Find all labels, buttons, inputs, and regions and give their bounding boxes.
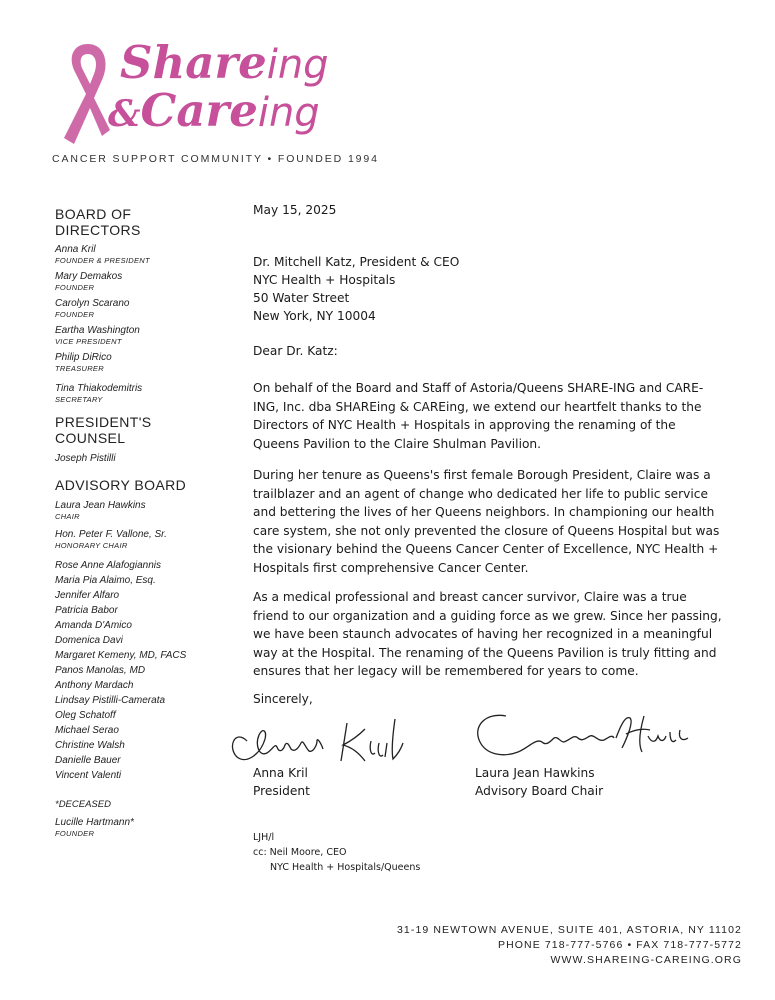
advisory-member: Margaret Kemeny, MD, FACS <box>55 650 187 661</box>
board-member: Eartha Washington VICE PRESIDENT <box>55 325 140 346</box>
board-heading: BOARD OF DIRECTORS <box>55 206 141 238</box>
signer1-title: President <box>253 784 310 798</box>
footer-contact <box>397 923 742 968</box>
advisory-member: Patricia Babor <box>55 605 118 616</box>
signer2-name: Laura Jean Hawkins <box>475 766 595 780</box>
advisory-member: Rose Anne Alafogiannis <box>55 560 161 571</box>
board-member: Carolyn Scarano FOUNDER <box>55 298 130 319</box>
advisory-member: Amanda D'Amico <box>55 620 132 631</box>
sidebar-board-list <box>55 206 245 838</box>
advisory-member: Panos Manolas, MD <box>55 665 146 676</box>
advisory-member: Oleg Schatoff <box>55 710 116 721</box>
closing: Sincerely, <box>253 692 313 706</box>
footer-address: 31-19 NEWTOWN AVENUE, SUITE 401, ASTORIA, NY 11102 <box>396 924 742 936</box>
paragraph-3: As a medical professional and breast cancer survivor, Claire was a true friend to our organization and a guiding force as we grew. Since her passing, we have been staunch advocates of having her recognized in a meaningful way at the Hospital. The renaming of the Queens Pavilion is truly fitting and ensures that her legacy will be remembered for years to come. <box>253 590 722 678</box>
advisory-member-list <box>55 558 245 783</box>
board-member: Mary Demakos FOUNDER <box>55 271 123 292</box>
paragraph-2: During her tenure as Queens's first female Borough President, Claire was a trailblazer and an agent of change who dedicated her life to public service and bettering the lives of her Queens neighbors. In championing our health care system, she not only prevented the closure of Queens Hospital but was the visionary behind the Queens Cancer Center of Excellence, NYC Health + Hospitals first comprehensive Cancer Center. <box>253 468 720 575</box>
deceased-label: *DECEASED <box>55 799 111 810</box>
tagline: CANCER SUPPORT COMMUNITY • FOUNDED 1994 <box>52 153 379 165</box>
organization-logo <box>52 36 352 148</box>
board-member: Anna Kril FOUNDER & PRESIDENT <box>55 244 150 265</box>
board-member: Philip DiRico TREASURER <box>55 352 112 373</box>
logo-line-shareing: Shareing <box>120 36 329 89</box>
presidents-counsel-name: Joseph Pistilli <box>55 453 116 464</box>
cc-line-1: cc: Neil Moore, CEO <box>253 847 347 858</box>
advisory-member: Danielle Bauer <box>55 755 121 766</box>
advisory-member: Domenica Davi <box>55 635 123 646</box>
paragraph-1: On behalf of the Board and Staff of Astoria/Queens SHARE-ING and CARE- ING, Inc. dba SHAREing & CAREing, we extend our heartfelt thanks to the Directors of NYC Health + Hospitals in approving the renaming of the Queens Pavilion to the Claire Shulman Pavilion. <box>253 381 704 451</box>
salutation: Dear Dr. Katz: <box>253 344 338 358</box>
presidents-counsel-heading: PRESIDENT'S COUNSEL <box>55 414 152 446</box>
typist-initials: LJH/l <box>253 832 275 843</box>
footer-website: WWW.SHAREING-CAREING.ORG <box>550 954 742 966</box>
logo-line-careing: &Careing <box>108 84 320 137</box>
recipient-line: Dr. Mitchell Katz, President & CEO <box>253 255 460 269</box>
advisory-member: Anthony Mardach <box>55 680 134 691</box>
advisory-board-heading: ADVISORY BOARD <box>55 477 187 493</box>
advisory-member: Vincent Valenti <box>55 770 122 781</box>
recipient-line: NYC Health + Hospitals <box>253 273 396 287</box>
anna-kril-signature <box>225 713 425 765</box>
recipient-line: 50 Water Street <box>253 291 350 305</box>
board-member: Tina Thiakodemitris SECRETARY <box>55 383 143 404</box>
signer2-title: Advisory Board Chair <box>475 784 604 798</box>
advisory-member: Maria Pia Alaimo, Esq. <box>55 575 156 586</box>
advisory-lead: Laura Jean Hawkins CHAIR <box>55 500 146 521</box>
footer-phone-fax: PHONE 718-777-5766 • FAX 718-777-5772 <box>497 939 742 951</box>
deceased-member: Lucille Hartmann* FOUNDER <box>55 817 134 838</box>
advisory-member: Christine Walsh <box>55 740 125 751</box>
pink-ribbon-icon <box>52 38 114 150</box>
advisory-member: Jennifer Alfaro <box>55 590 120 601</box>
letter-date: May 15, 2025 <box>253 203 337 217</box>
signer1-name: Anna Kril <box>253 766 308 780</box>
laura-jean-hawkins-signature <box>466 708 696 766</box>
recipient-line: New York, NY 10004 <box>253 309 376 323</box>
cc-line-2: NYC Health + Hospitals/Queens <box>270 862 421 873</box>
advisory-lead: Hon. Peter F. Vallone, Sr. HONORARY CHAIR <box>55 529 167 550</box>
advisory-member: Lindsay Pistilli-Camerata <box>55 695 166 706</box>
advisory-member: Michael Serao <box>55 725 119 736</box>
